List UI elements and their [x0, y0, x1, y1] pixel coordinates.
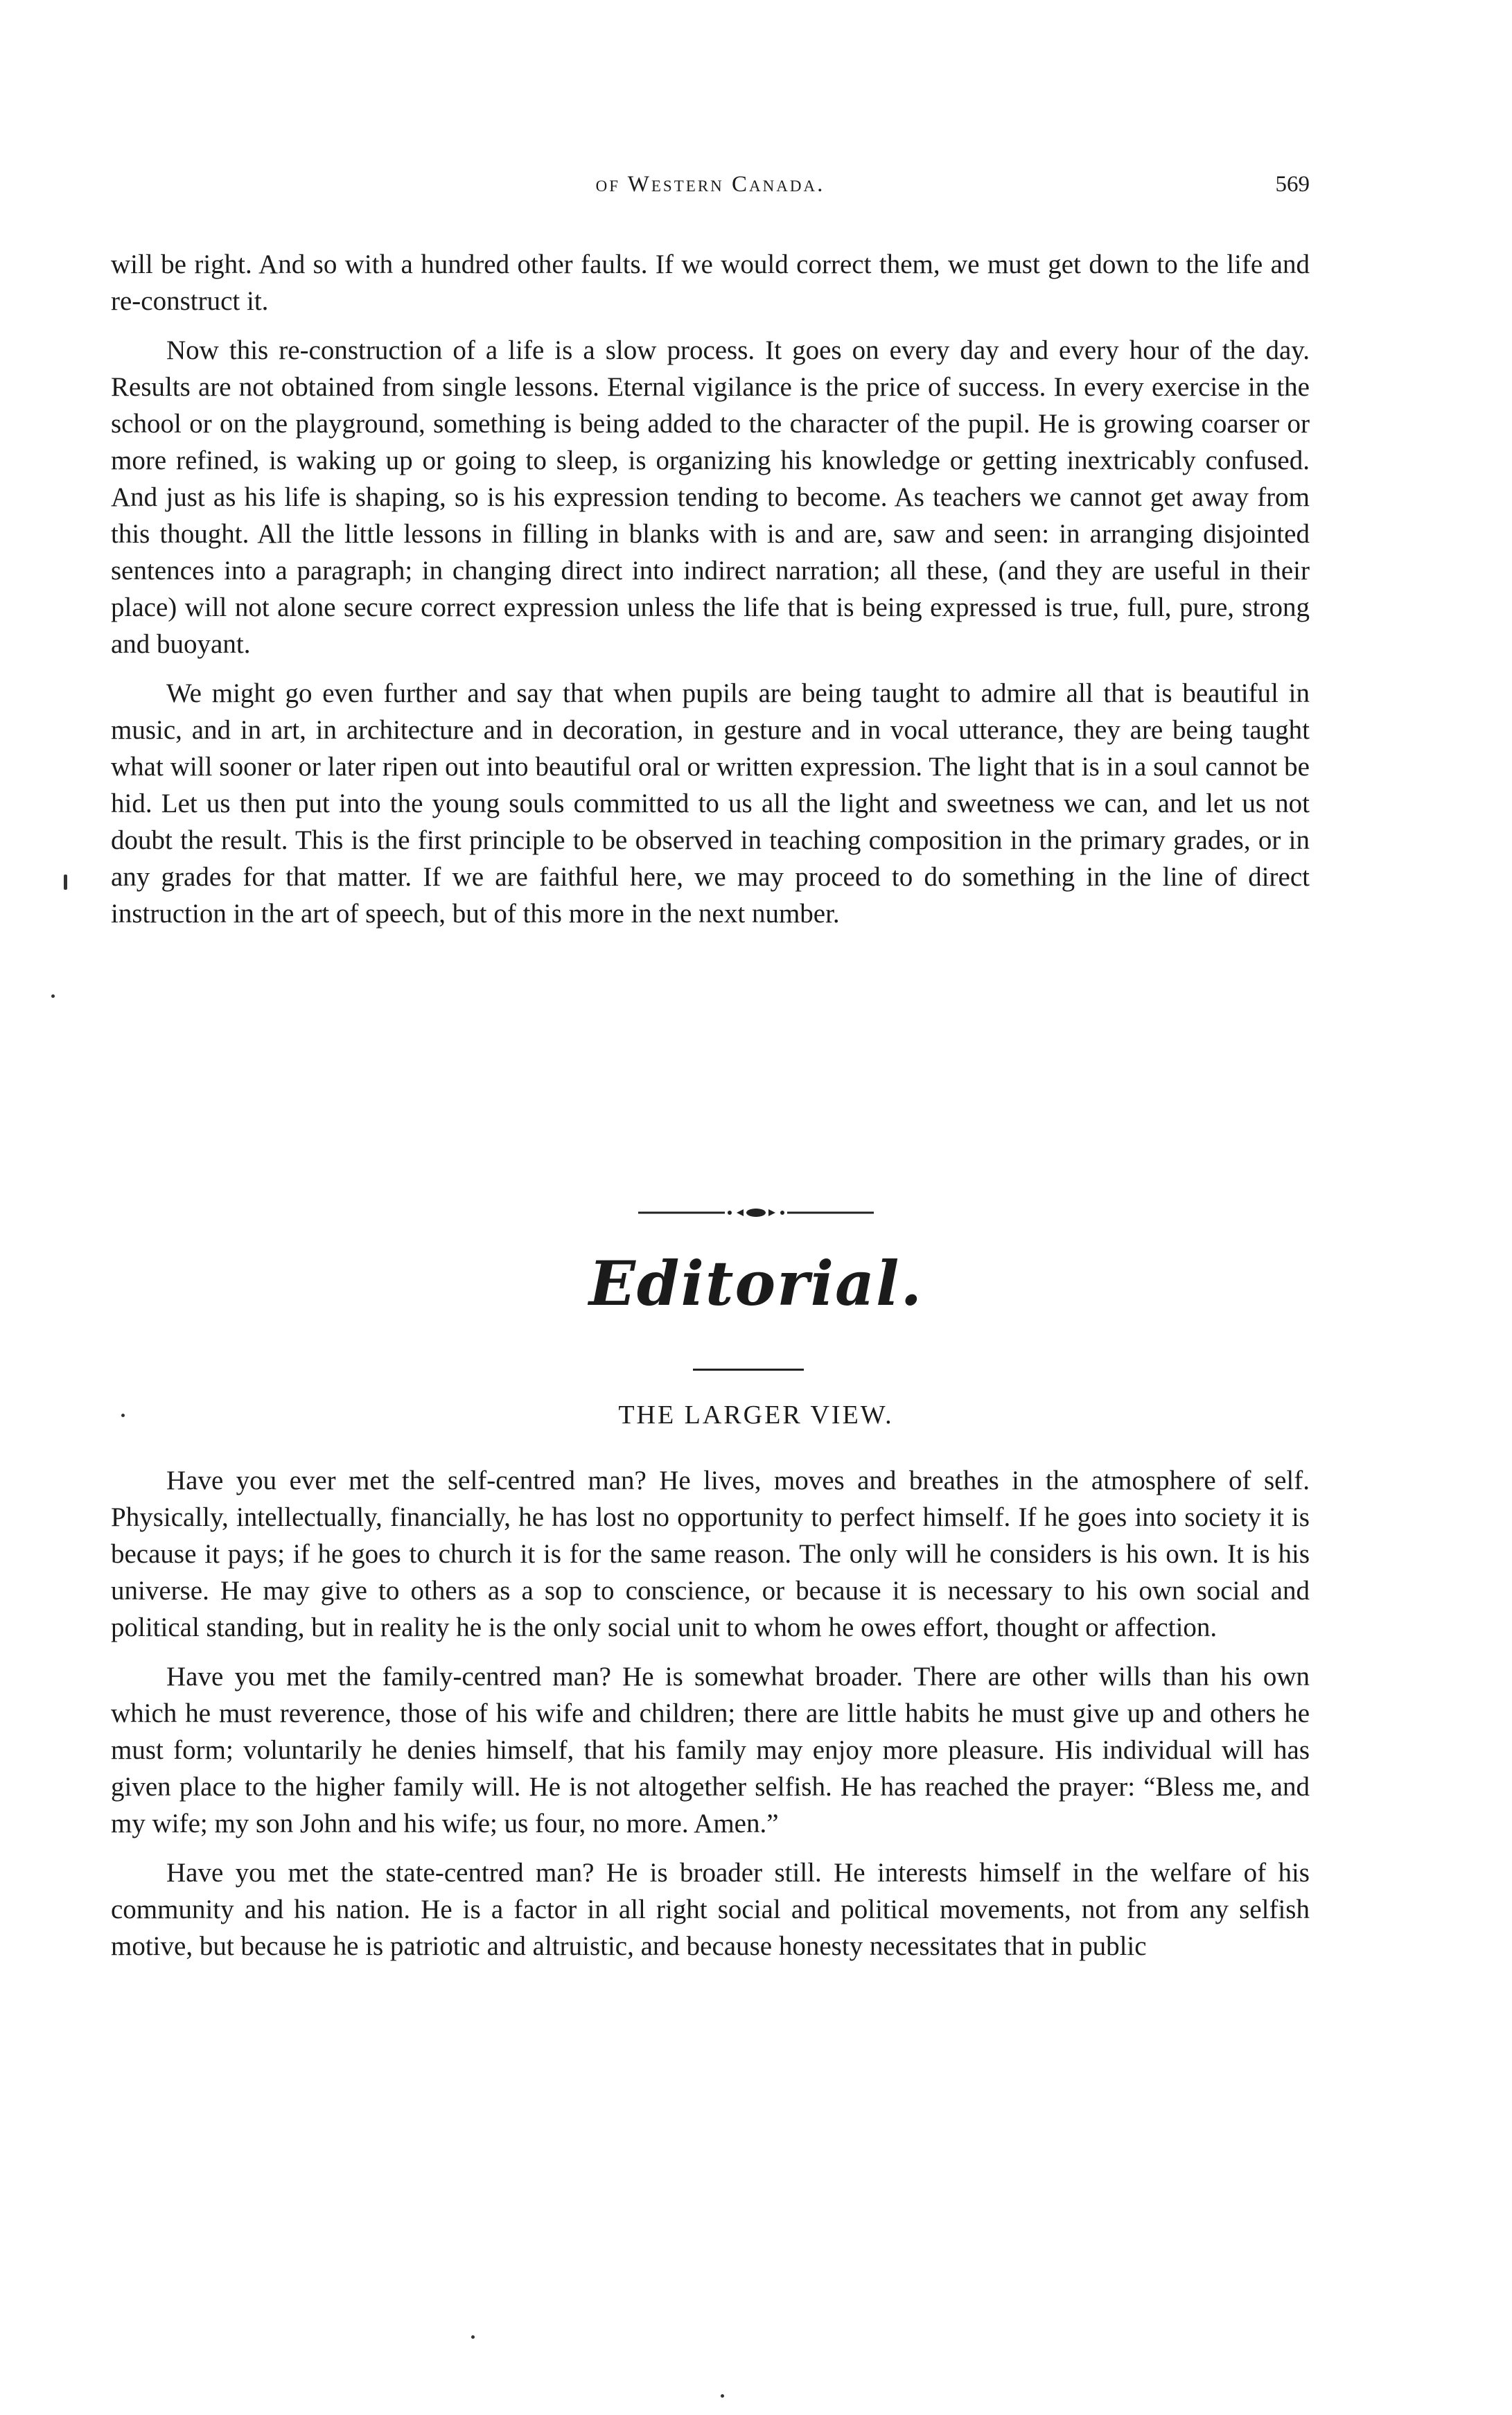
print-speck [64, 875, 67, 890]
ornament-divider [0, 1206, 1512, 1222]
print-speck [471, 2335, 475, 2339]
editorial-heading: Editorial. [588, 1247, 924, 1319]
ornament-divider-icon [638, 1206, 874, 1220]
paragraph: We might go even further and say that when pupils are being taught to admire all that is beautiful in music, and in art, in architecture and in decoration, in gesture and in vocal utterance, they are being taught what will sooner or later ripen out into beautiful oral or written expression. The light that is in a soul cannot be hid. Let us then put into the young souls committed to us all the light and sweetness we can, and let us not doubt the result. This is the first principle to be observed in teaching composition in the primary grades, or in any grades for that matter. If we are faithful here, we may proceed to do something in the line of direct instruction in the art of speech, but of this more in the next number. [111, 678, 1310, 929]
editorial-text [111, 1462, 1310, 1977]
paragraph: Have you met the state-centred man? He is broader still. He interests himself in the welfare of his community and his nation. He is a factor in all right social and political movements, not from any selfish motive, but because he is patriotic and altruistic, and because honesty necessitates that in public [111, 1858, 1310, 1961]
running-title: of Western Canada. [595, 172, 825, 197]
running-head [111, 172, 1310, 213]
print-speck [721, 2394, 724, 2398]
page-number: 569 [1275, 172, 1310, 197]
title-rule [693, 1369, 804, 1371]
paragraph: Have you ever met the self-centred man? He lives, moves and breathes in the atmosphere of self. Physically, intellectually, financially, he has lost no opportunity to perfect himself. If he goes into society it is because it pays; if he goes to church it is for the same reason. The only will he considers is his own. It is his universe. He may give to others as a sop to conscience, or because it is necessary to his own social and political standing, but in reality he is the only social unit to whom he owes effort, thought or affection. [111, 1466, 1310, 1642]
print-speck [51, 994, 55, 998]
paragraph: Now this re-construction of a life is a slow process. It goes on every day and every hour of the day. Results are not obtained from single lessons. Eternal vigilance is the price of success. In every exercise in the school or on the playground, something is being added to the character of the pupil. He is growing coarser or more refined, is waking up or going to sleep, is organizing his knowledge or getting inextricably confused. And just as his life is shaping, so is his expression tending to become. As teachers we cannot get away from this thought. All the little lessons in filling in blanks with is and are, saw and seen: in arranging disjointed sentences into a paragraph; in changing direct into indirect narration; all these, (and they are useful in their place) will not alone secure correct expression unless the life that is being expressed is true, full, pure, strong and buoyant. [111, 335, 1310, 659]
paragraph: Have you met the family-centred man? He is somewhat broader. There are other wills than his own which he must reverence, those of his wife and children; there are little habits he must give up and others he must form; voluntarily he denies himself, that his family may enjoy more pleasure. His individual will has given place to the higher family will. He is not altogether selfish. He has reached the prayer: “Bless me, and my wife; my son John and his wife; us four, no more. Amen.” [111, 1662, 1310, 1838]
print-speck [121, 1414, 125, 1417]
paragraph: will be right. And so with a hundred other faults. If we would correct them, we must get down to the life and re-construct it. [111, 249, 1310, 316]
section-title: THE LARGER VIEW. [618, 1400, 894, 1430]
continuation-text [111, 246, 1310, 945]
